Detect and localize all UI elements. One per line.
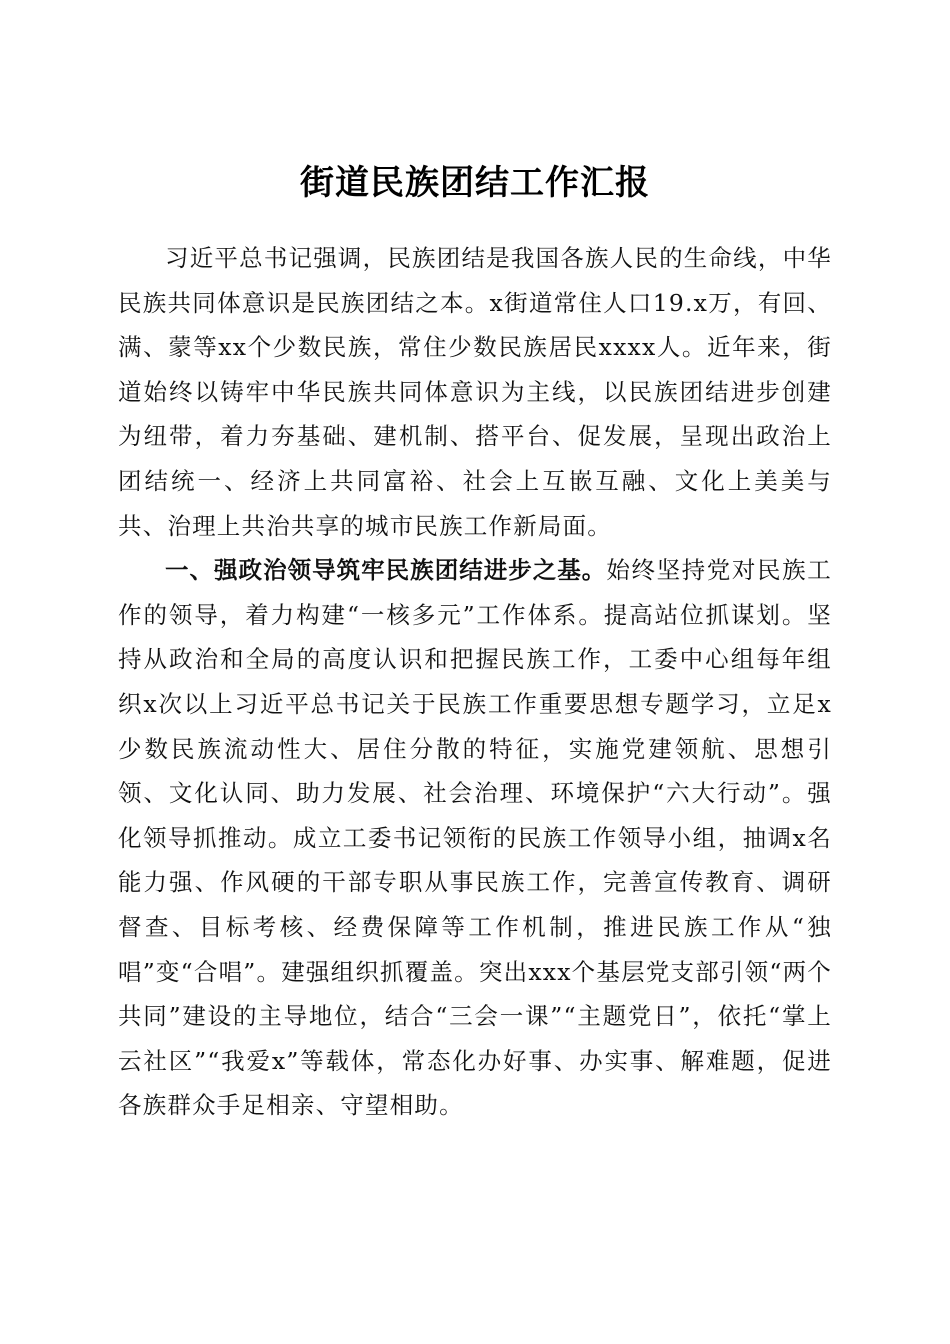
- document-title: 街道民族团结工作汇报: [300, 162, 650, 203]
- section-1-paragraph: [118, 548, 832, 1128]
- section-1-body: 始终坚持党对民族工作的领导，着力构建“一核多元”工作体系。提高站位抓谋划。坚持从政治和全局的高度认识和把握民族工作，工委中心组每年组织x次以上习近平总书记关于民族工作重要思想专题学习，立足x少数民族流动性大、居住分散的特征，实施党建领航、思想引领、文化认同、助力发展、社会治理、环境保护“六大行动”。强化领导抓推动。成立工委书记领衔的民族工作领导小组，抽调x名能力强、作风硬的干部专职从事民族工作，完善宣传教育、调研督查、目标考核、经费保障等工作机制，推进民族工作从“独唱”变“合唱”。建强组织抓覆盖。突出xxx个基层党支部引领“两个共同”建设的主导地位，结合“三会一课”“主题党日”，依托“掌上云社区”“我爱x”等载体，常态化办好事、办实事、解难题，促进各族群众手足相亲、守望相助。: [118, 556, 832, 1120]
- intro-paragraph: 习近平总书记强调，民族团结是我国各族人民的生命线，中华民族共同体意识是民族团结之本。x街道常住人口19.x万，有回、满、蒙等xx个少数民族，常住少数民族居民xxxx人。近年来，街道始终以铸牢中华民族共同体意识为主线，以民族团结进步创建为纽带，着力夯基础、建机制、搭平台、促发展，呈现出政治上团结统一、经济上共同富裕、社会上互嵌互融、文化上美美与共、治理上共治共享的城市民族工作新局面。: [118, 244, 832, 540]
- document-body: [118, 236, 832, 1128]
- section-1-heading: 一、强政治领导筑牢民族团结进步之基。: [165, 556, 607, 585]
